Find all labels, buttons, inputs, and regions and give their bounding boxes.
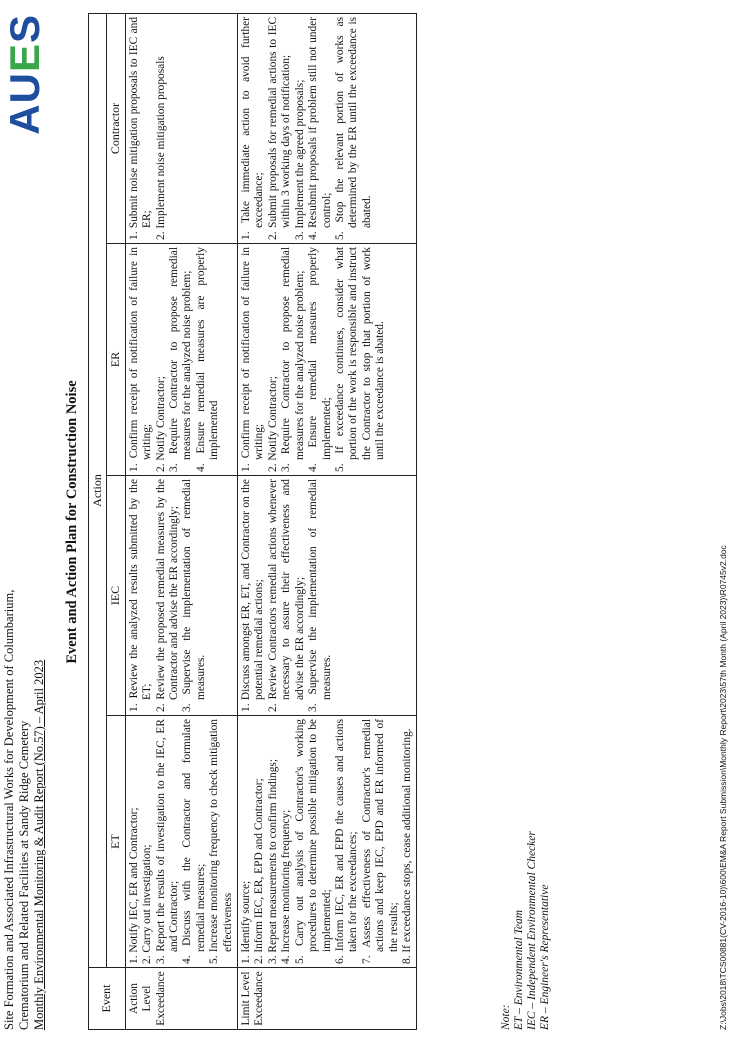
list-item: 2. Submit proposals for remedial actions to IEC within 3 working days of notification; <box>266 16 293 240</box>
header-action: Action <box>89 13 107 967</box>
list-item: 4. Discuss with the Contractor and formulate remedial measures; <box>181 719 207 964</box>
table-row <box>238 13 417 1029</box>
header-line-1: Site Formation and Associated Infrastructural Works for Development of Columbarium, <box>2 589 16 1030</box>
list-item: 4. Ensure remedial measures are properly implemented <box>194 247 221 472</box>
et-actions <box>125 716 237 968</box>
list-item: 2. Notify Contractor; <box>154 376 167 472</box>
list-item: 3. Require Contractor to propose remedial measures for the analyzed noise problem; <box>280 247 306 472</box>
note-er: ER – Engineer's Representative <box>539 884 551 1030</box>
list-item: 1. Review the analyzed results submitted by the ET; <box>127 479 154 712</box>
list-item: 3. Implement the agreed proposals; <box>293 79 306 240</box>
note-et: ET – Environmental Team <box>513 909 525 1030</box>
event-cell: Limit Level Exceedance <box>238 968 417 1030</box>
list-item: 2. Review the proposed remedial measures by the Contractor and advise the ER accordingly; <box>154 479 181 712</box>
list-item: 1. Confirm receipt of notification of failure in writing; <box>240 247 266 472</box>
iec-actions <box>238 476 417 716</box>
abbreviation-notes <box>500 831 552 1030</box>
note-heading: Note: <box>500 1004 512 1030</box>
header-er: ER <box>107 244 125 476</box>
file-path-footer: Z:\Jobs\2018\TCS00881(CV-2016-10)\600\EM&A Report Submission\Monthly Report\2023\57th Month (April 2023)\R0745v2.doc <box>718 545 728 1030</box>
list-item: 5. Carry out analysis of Contractor's working procedures to determine possible mitigation to be implemented; <box>293 719 333 964</box>
table-row <box>125 13 237 1029</box>
list-item: 3. Report the results of investigation to the IEC, ER and Contractor; <box>154 719 181 964</box>
page-title: Event and Action Plan for Construction Noise <box>64 380 80 664</box>
list-item: 4. Increase monitoring frequency; <box>280 809 293 964</box>
header-line-2: Crematorium and Related Facilities at Sandy Ridge Cemetery <box>17 720 31 1030</box>
list-item: 1. Submit noise mitigation proposals to IEC and ER; <box>127 16 154 240</box>
header-contractor: Contractor <box>107 13 125 243</box>
list-item: 1. Confirm receipt of notification of failure in writing; <box>127 247 154 472</box>
list-item: 4. Resubmit proposals if problem still not under control; <box>307 16 333 240</box>
list-item: 3. Repeat measurements to confirm findings; <box>266 759 279 964</box>
list-item: 3. Require Contractor to propose remedial measures for the analyzed noise problem; <box>168 247 194 472</box>
list-item: 5. Stop the relevant portion of works as determined by the ER until the exceedance is abated. <box>333 16 373 240</box>
note-iec: IEC – Independent Environmental Checker <box>526 831 538 1030</box>
header-event: Event <box>89 968 126 1030</box>
list-item: 5. Increase monitoring frequency to check mitigation effectiveness <box>208 719 234 964</box>
list-item: 7. Assess effectiveness of Contractor's remedial actions and keep IEC, EPD and ER informed of the results; <box>360 719 400 964</box>
er-actions <box>125 244 237 476</box>
iec-actions <box>125 476 237 716</box>
list-item: 1. Notify IEC, ER and Contractor; <box>127 807 140 964</box>
list-item: 8. If exceedance stops, cease additional monitoring. <box>400 728 413 964</box>
list-item: 6. Inform IEC, ER and EPD the causes and actions taken for the exceedances; <box>333 719 360 964</box>
contractor-actions <box>238 13 417 243</box>
list-item: 4. Ensure remedial measures properly implemented; <box>307 247 333 472</box>
event-action-table <box>88 13 417 1030</box>
list-item: 3. Supervise the implementation of remedial measures. <box>181 479 207 712</box>
list-item: 2. Inform IEC, ER, EPD and Contractor; <box>253 778 266 964</box>
list-item: 5. If exceedance continues, consider what portion of the work is responsible and instruct the Contractor to stop that portion of work until the exceedance is abated. <box>333 247 387 472</box>
contractor-actions <box>125 13 237 243</box>
list-item: 3. Supervise the implementation of remedial measures. <box>307 479 333 712</box>
list-item: 2. Carry out investigation; <box>141 844 154 964</box>
list-item: 2. Review Contractors remedial actions whenever necessary to assure their effectiveness and advise the ER accordingly; <box>266 479 306 712</box>
report-header <box>2 590 47 1030</box>
event-cell: Action Level Exceedance <box>125 968 237 1030</box>
list-item: 1. Identify source; <box>240 880 253 964</box>
er-actions <box>238 244 417 476</box>
header-iec: IEC <box>107 476 125 716</box>
list-item: 2. Notify Contractor; <box>266 376 279 472</box>
aues-logo: AUES <box>1 14 48 135</box>
et-actions <box>238 716 417 968</box>
list-item: 1. Take immediate action to avoid further exceedance; <box>240 16 266 240</box>
header-et: ET <box>107 716 125 968</box>
header-line-3: Monthly Environmental Monitoring & Audit Report (No.57) – April 2023 <box>32 659 46 1030</box>
list-item: 2. Implement noise mitigation proposals <box>154 56 167 240</box>
list-item: 1. Discuss amongst ER, ET, and Contractor on the potential remedial actions; <box>240 479 266 712</box>
